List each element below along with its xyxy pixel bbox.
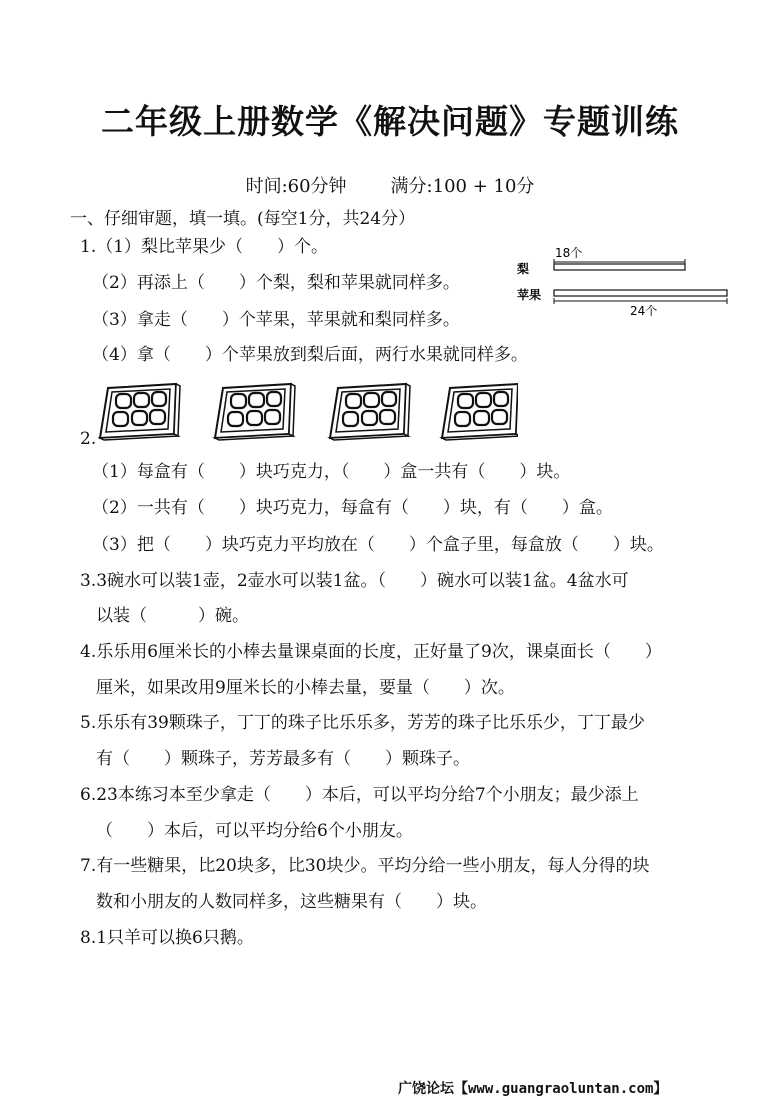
section-heading: 一、仔细审题，填一填。(每空1分，共24分） (70, 209, 416, 229)
q1-part4: （4）拿（ ）个苹果放到梨后面，两行水果就同样多。 (92, 345, 528, 365)
q1-part3: （3）拿走（ ）个苹果，苹果就和梨同样多。 (92, 310, 460, 330)
q1-part1: 1.（1）梨比苹果少（ ）个。 (80, 237, 329, 257)
q7-line2: 数和小朋友的人数同样多，这些糖果有（ ）块。 (96, 892, 487, 912)
page-title: 二年级上册数学《解决问题》专题训练 (101, 102, 679, 141)
q4-line1: 4.乐乐用6厘米长的小棒去量课桌面的长度，正好量了9次，课桌面长（ ） (80, 642, 662, 662)
q2-part1: （1）每盒有（ ）块巧克力，（ ）盒一共有（ ）块。 (92, 462, 571, 482)
q7-line1: 7.有一些糖果，比20块多，比30块少。平均分给一些小朋友，每人分得的块 (80, 856, 650, 876)
q6-line1: 6.23本练习本至少拿走（ ）本后，可以平均分给7个小朋友；最少添上 (80, 785, 639, 805)
footer-site (398, 1078, 667, 1098)
pear-label: 梨 (517, 262, 530, 276)
q4-line2: 厘米，如果改用9厘米长的小棒去量，要量（ ）次。 (96, 678, 515, 698)
q3-line2: 以装（ ）碗。 (96, 606, 249, 626)
chocolate-box-4 (442, 384, 518, 440)
apple-strip (554, 290, 727, 296)
chocolate-box-3 (330, 384, 410, 440)
q3-line1: 3.3碗水可以装1壶，2壶水可以装1盆。（ ）碗水可以装1盆。4盆水可 (80, 571, 629, 591)
pear-count-label: 18个 (555, 246, 583, 260)
footer-site-name: 广饶论坛 (398, 1081, 454, 1097)
q1-part2: （2）再添上（ ）个梨，梨和苹果就同样多。 (92, 273, 460, 293)
apple-count-label: 24个 (630, 304, 658, 318)
q2-part2: （2）一共有（ ）块巧克力，每盒有（ ）块，有（ ）盒。 (92, 498, 613, 518)
time-limit: 时间:60分钟 (245, 176, 347, 197)
pear-apple-strip-diagram (515, 242, 735, 322)
chocolate-box-1 (100, 384, 180, 440)
exam-meta (0, 172, 780, 198)
q5-line1: 5.乐乐有39颗珠子，丁丁的珠子比乐乐多，芳芳的珠子比乐乐少，丁丁最少 (80, 713, 645, 733)
q8-line1: 8.1只羊可以换6只鹅。 (80, 928, 254, 948)
full-score: 满分:100 + 10分 (390, 176, 535, 197)
q6-line2: （ ）本后，可以平均分给6个小朋友。 (96, 821, 413, 841)
apple-label: 苹果 (517, 288, 542, 302)
chocolate-boxes (98, 382, 518, 442)
q5-line2: 有（ ）颗珠子，芳芳最多有（ ）颗珠子。 (96, 749, 470, 769)
pear-strip (554, 264, 685, 270)
footer-site-url: 【www.guangraoluntan.com】 (454, 1081, 668, 1097)
q2-number: 2. (80, 429, 97, 449)
chocolate-box-2 (215, 384, 295, 440)
q2-part3: （3）把（ ）块巧克力平均放在（ ）个盒子里，每盒放（ ）块。 (92, 535, 664, 555)
